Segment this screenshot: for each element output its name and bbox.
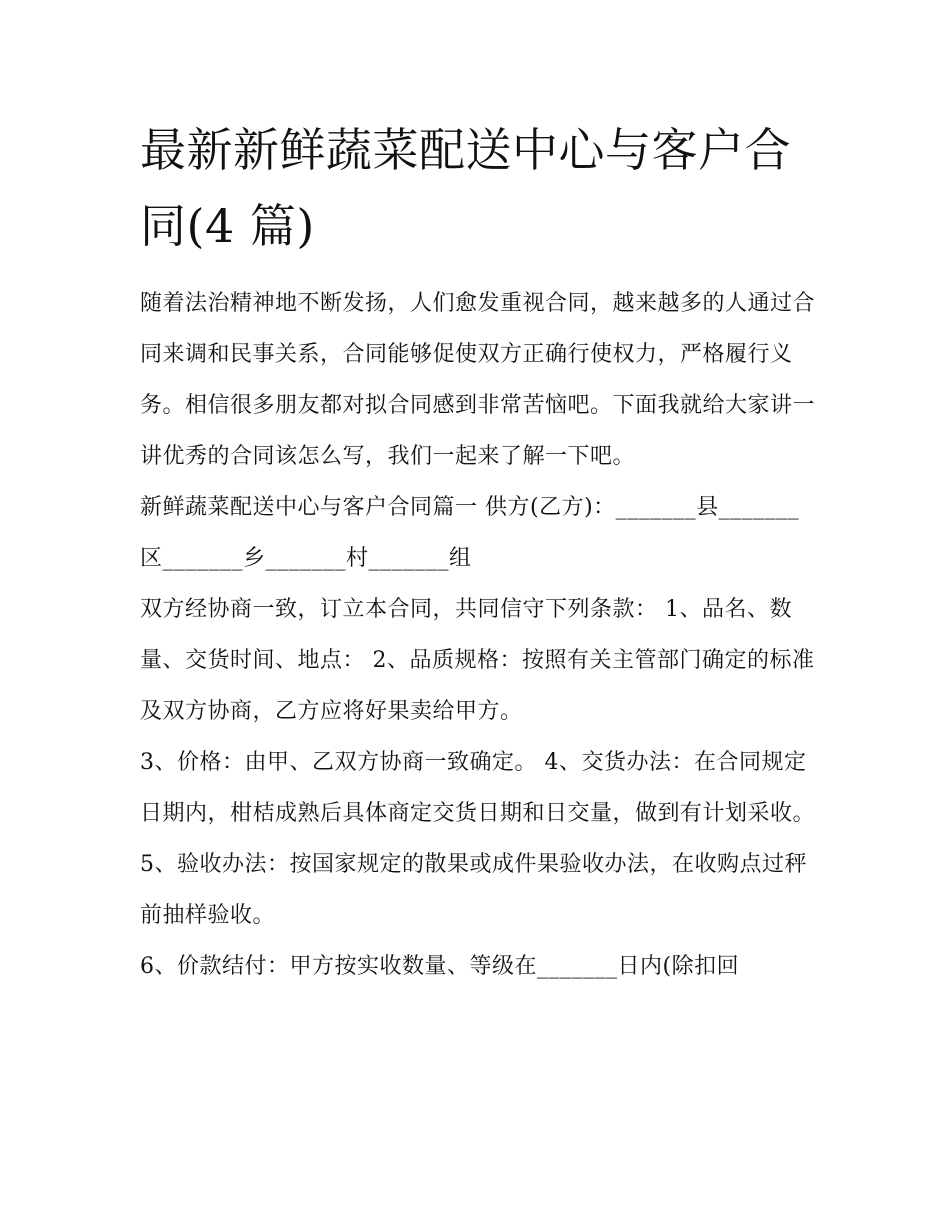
contract-header-paragraph: 新鲜蔬菜配送中心与客户合同篇一 供方(乙方)：_______县_______区_______乡_______村_______组: [140, 495, 800, 571]
intro-paragraph: 随着法治精神地不断发扬，人们愈发重视合同，越来越多的人通过合同来调和民事关系，合同能够促使双方正确行使权力，严格履行义务。相信很多朋友都对拟合同感到非常苦恼吧。下面我就给大家讲一讲优秀的合同该怎么写，我们一起来了解一下吧。: [140, 291, 816, 469]
clause-5-paragraph: 5、验收办法：按国家规定的散果或成件果验收办法，在收购点过秤前抽样验收。: [140, 852, 807, 928]
clause-6-paragraph: 6、价款结付：甲方按实收数量、等级在_______日内(除扣回: [140, 954, 740, 979]
document-title: 最新新鲜蔬菜配送中心与客户合同(4 篇): [140, 123, 791, 253]
clause-1-2-paragraph: 双方经协商一致，订立本合同，共同信守下列条款： 1、品名、数量、交货时间、地点： 2、品质规格：按照有关主管部门确定的标准及双方协商，乙方应将好果卖给甲方。: [140, 597, 815, 724]
document-body: [140, 112, 820, 992]
clause-3-4-paragraph: 3、价格：由甲、乙双方协商一致确定。 4、交货办法：在合同规定日期内，柑桔成熟后具体商定交货日期和日交量，做到有计划采收。: [140, 750, 816, 826]
